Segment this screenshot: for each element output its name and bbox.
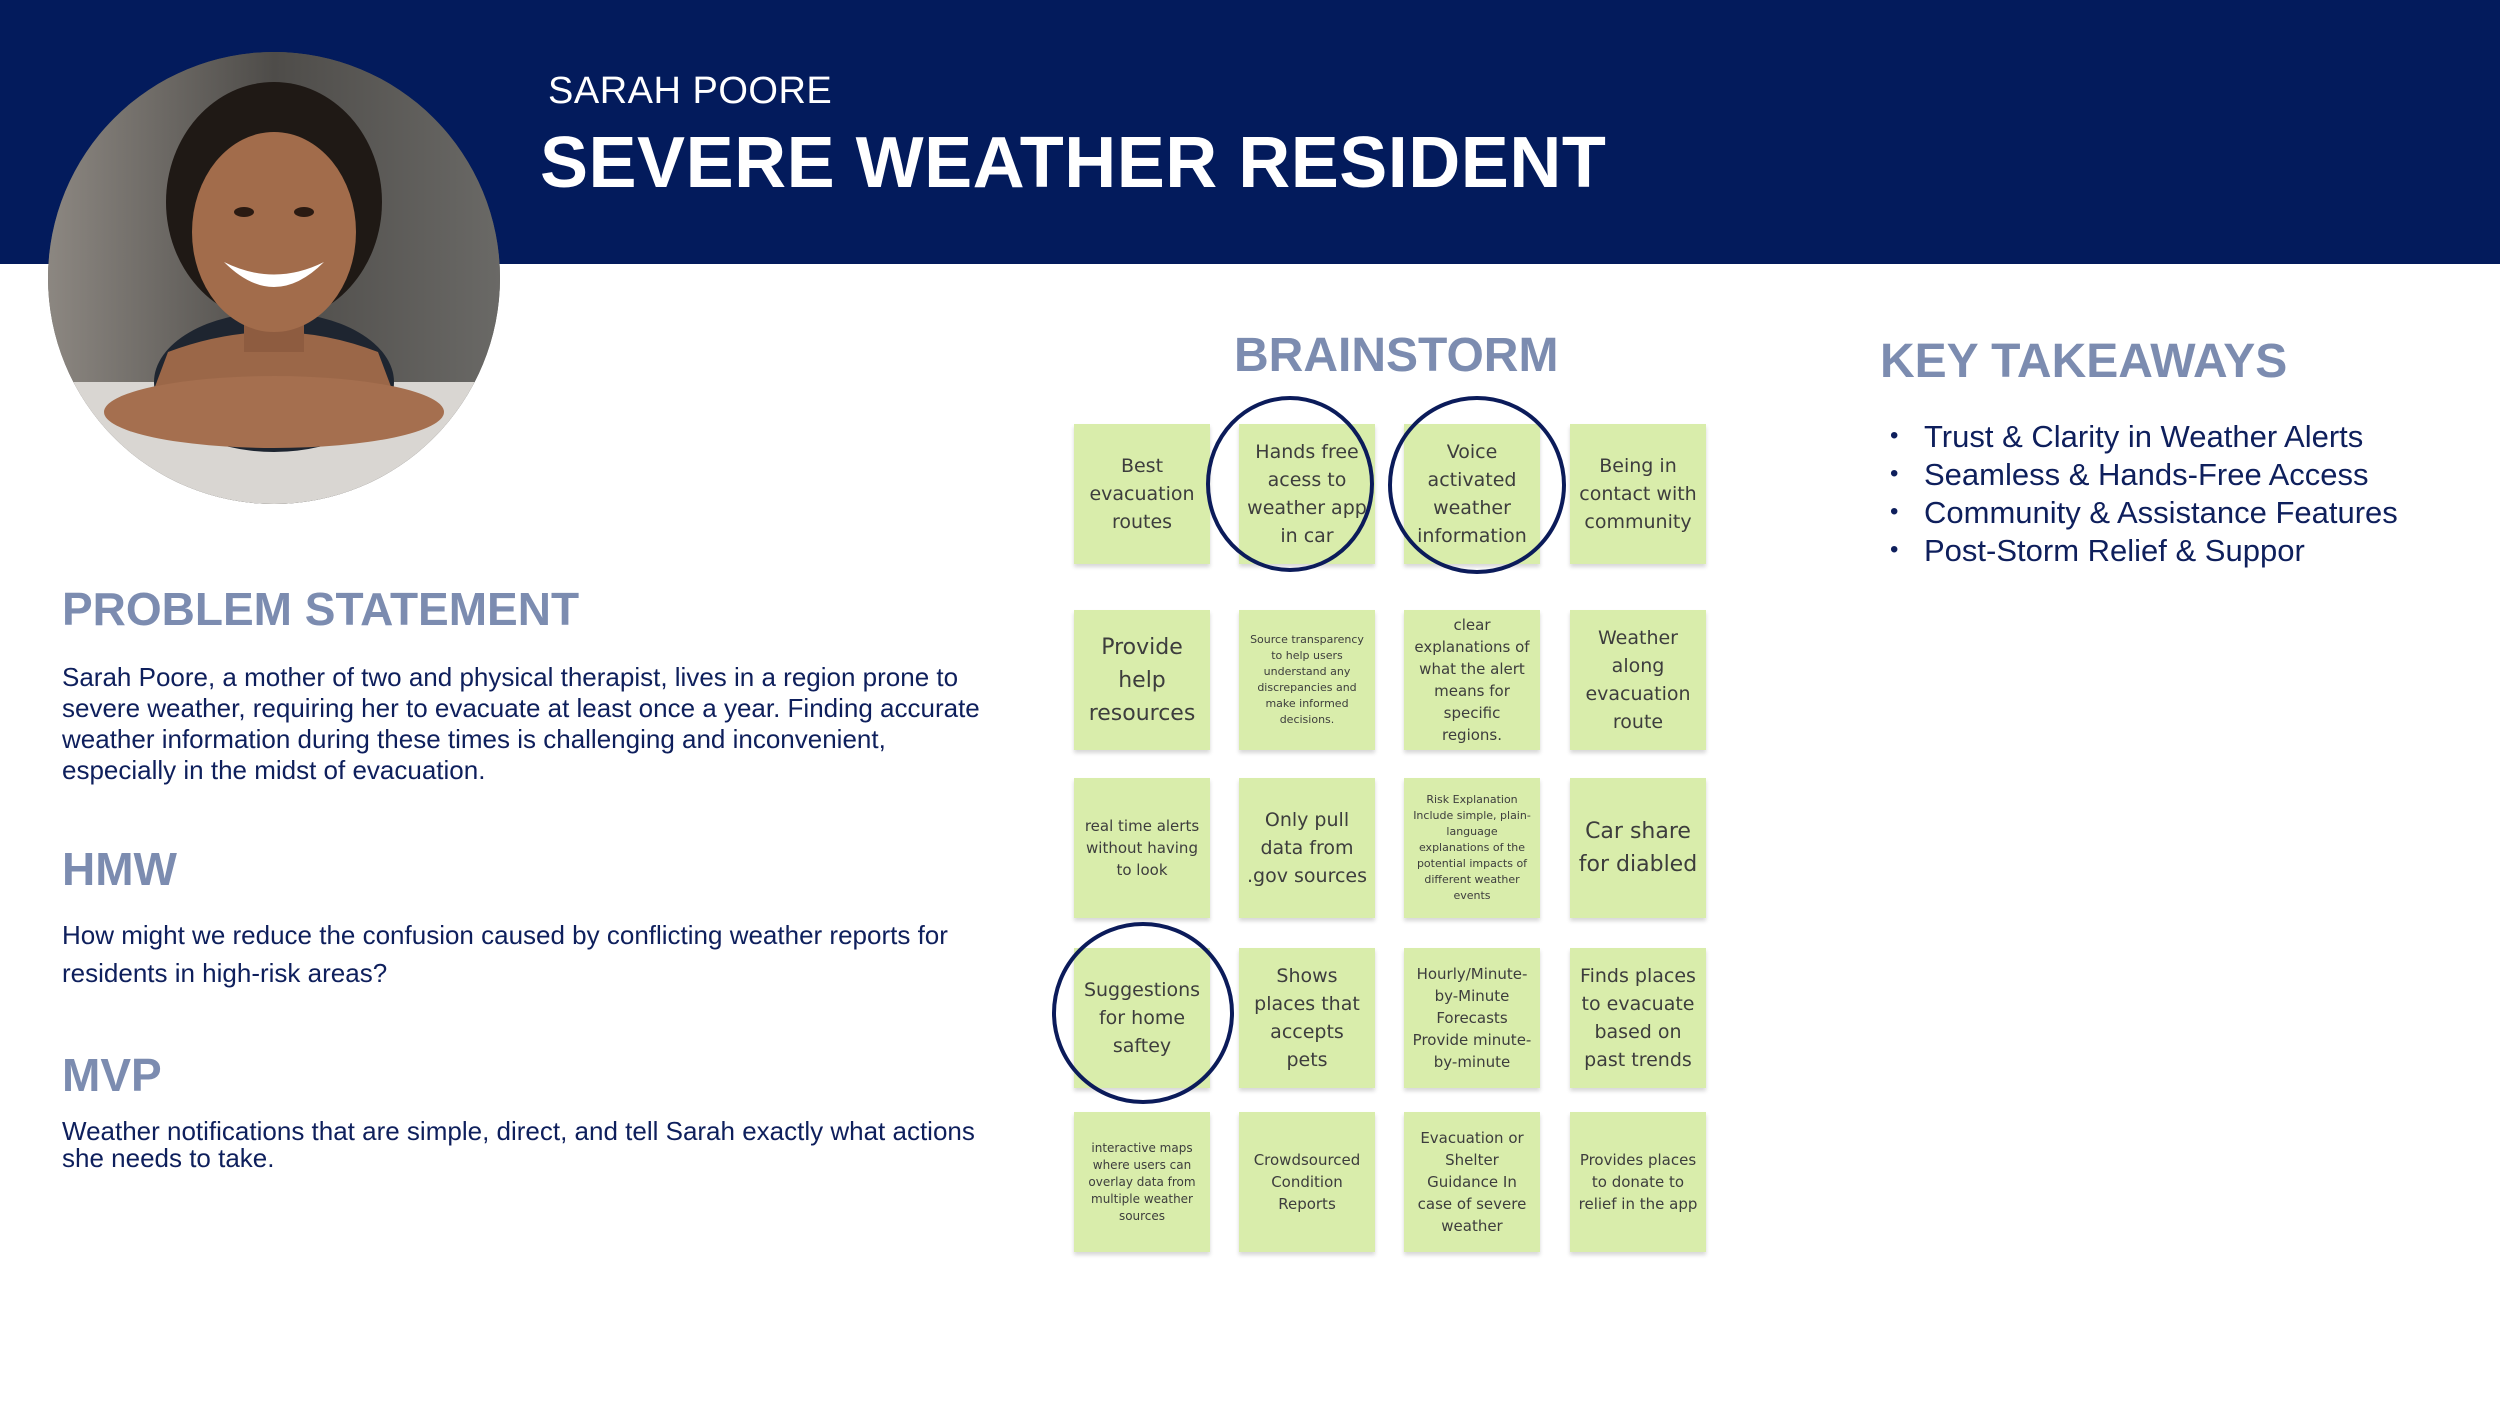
sticky-note: Hourly/Minute-by-Minute Forecasts Provide minute-by-minute: [1404, 948, 1540, 1088]
hmw-heading: HMW: [62, 843, 177, 895]
brainstorm-heading: BRAINSTORM: [1234, 329, 1559, 382]
sticky-note: clear explanations of what the alert means for specific regions.: [1404, 610, 1540, 750]
highlight-circle: [1388, 396, 1566, 574]
key-takeaways-list: [1890, 418, 2450, 570]
sticky-note: Provides places to donate to relief in the app: [1570, 1112, 1706, 1252]
sticky-note: Source transparency to help users understand any discrepancies and make informed decisions.: [1239, 610, 1375, 750]
sticky-note: Risk Explanation Include simple, plain-language explanations of the potential impacts of different weather events: [1404, 778, 1540, 918]
sticky-note: Weather along evacuation route: [1570, 610, 1706, 750]
sticky-note: Evacuation or Shelter Guidance In case of severe weather: [1404, 1112, 1540, 1252]
sticky-note: Best evacuation routes: [1074, 424, 1210, 564]
takeaway-item: • Community & Assistance Features: [1890, 494, 2450, 532]
highlight-circle: [1052, 922, 1234, 1104]
sticky-note: Car share for diabled: [1570, 778, 1706, 918]
hmw-text: How might we reduce the confusion caused by conflicting weather reports for residents in high-risk areas?: [62, 920, 948, 988]
takeaway-item: • Post-Storm Relief & Suppor: [1890, 532, 2450, 570]
avatar: [48, 52, 500, 504]
mvp-text: Weather notifications that are simple, direct, and tell Sarah exactly what actions she needs to take.: [62, 1116, 975, 1173]
sticky-note: Shows places that accepts pets: [1239, 948, 1375, 1088]
sticky-note: Suggestions for home saftey: [1074, 948, 1210, 1088]
sticky-note: Crowdsourced Condition Reports: [1239, 1112, 1375, 1252]
takeaway-item: • Seamless & Hands-Free Access: [1890, 456, 2450, 494]
problem-statement-text: Sarah Poore, a mother of two and physical therapist, lives in a region prone to severe weather, requiring her to evacuate at least once a year. Finding accurate weather information during these times is challenging and inconvenient, especially in the midst of evacuation.: [62, 662, 980, 785]
key-takeaways-heading: KEY TAKEAWAYS: [1880, 335, 2288, 388]
problem-statement-heading: PROBLEM STATEMENT: [62, 583, 580, 635]
persona-title: SEVERE WEATHER RESIDENT: [540, 123, 1607, 203]
portrait-illustration: [48, 52, 500, 504]
sticky-note: Finds places to evacuate based on past trends: [1570, 948, 1706, 1088]
mvp-heading: MVP: [62, 1049, 162, 1101]
sticky-note: Hands free acess to weather app in car: [1239, 424, 1375, 564]
sticky-note: Provide help resources: [1074, 610, 1210, 750]
sticky-note: interactive maps where users can overlay data from multiple weather sources: [1074, 1112, 1210, 1252]
takeaway-item: • Trust & Clarity in Weather Alerts: [1890, 418, 2450, 456]
persona-name: SARAH POORE: [548, 70, 833, 112]
highlight-circle: [1206, 396, 1374, 572]
sticky-note: real time alerts without having to look: [1074, 778, 1210, 918]
sticky-note: Voice activated weather information: [1404, 424, 1540, 564]
sticky-note: Being in contact with community: [1570, 424, 1706, 564]
sticky-note: Only pull data from .gov sources: [1239, 778, 1375, 918]
